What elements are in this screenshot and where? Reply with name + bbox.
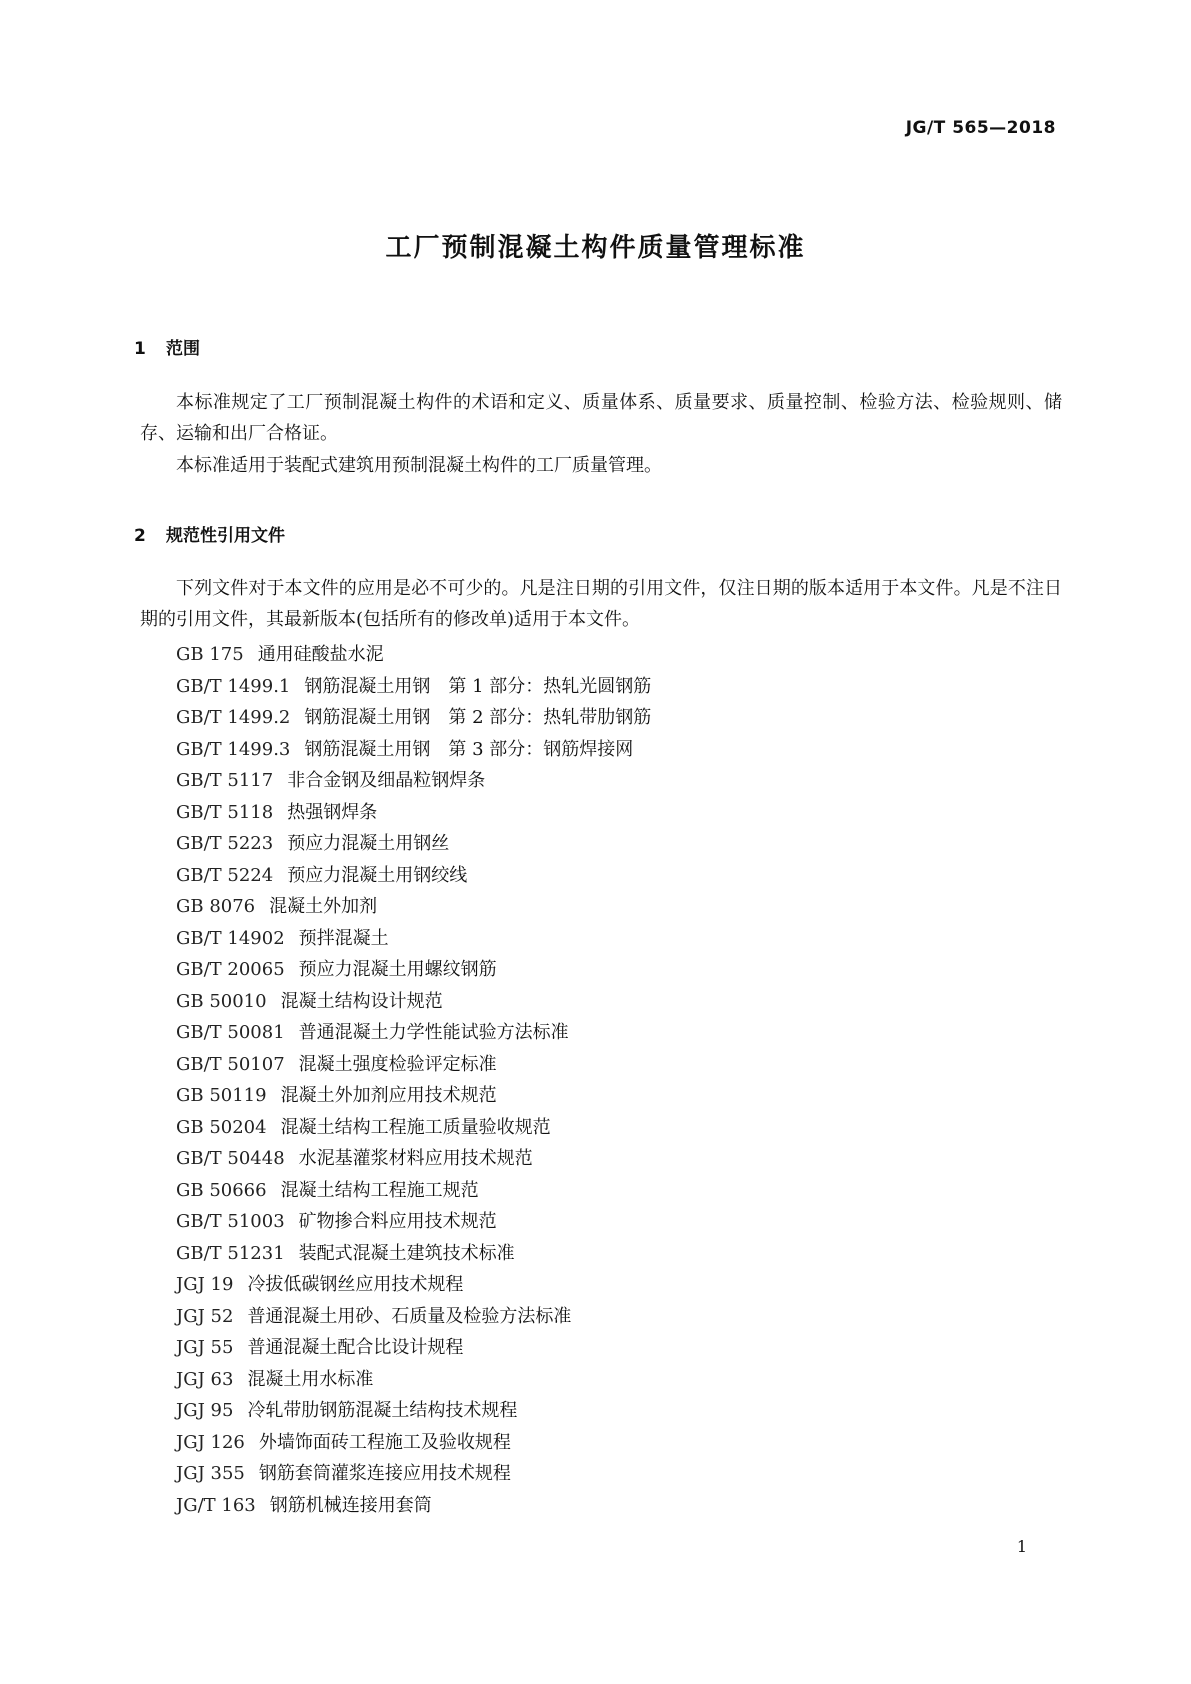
reference-title: 混凝土外加剂应用技术规范 xyxy=(280,1085,497,1106)
reference-item xyxy=(176,1427,651,1459)
reference-title: 预应力混凝土用钢丝 xyxy=(287,833,450,854)
reference-code: GB 50119 xyxy=(176,1085,267,1106)
reference-code: GB/T 1499.2 xyxy=(176,707,291,728)
references-intro-paragraph: 下列文件对于本文件的应用是必不可少的。凡是注日期的引用文件，仅注日期的版本适用于本文件。凡是不注日期的引用文件，其最新版本(包括所有的修改单)适用于本文件。 xyxy=(140,578,1062,630)
reference-item xyxy=(176,797,651,829)
section-number: 1 xyxy=(134,339,146,359)
reference-code: GB/T 1499.3 xyxy=(176,738,291,760)
section-title: 范围 xyxy=(166,339,200,359)
reference-code: JGJ 63 xyxy=(176,1368,234,1390)
reference-title: 预应力混凝土用螺纹钢筋 xyxy=(298,959,497,980)
reference-code: GB/T 5224 xyxy=(176,864,274,886)
reference-title: 普通混凝土配合比设计规程 xyxy=(247,1337,464,1358)
reference-code: GB/T 5223 xyxy=(176,833,274,854)
reference-code: GB/T 51003 xyxy=(176,1211,285,1232)
page-number: 1 xyxy=(1016,1537,1027,1556)
reference-item xyxy=(176,639,651,671)
reference-title: 非合金钢及细晶粒钢焊条 xyxy=(287,770,486,791)
reference-code: JGJ 355 xyxy=(176,1463,245,1484)
reference-title: 冷拔低碳钢丝应用技术规程 xyxy=(247,1274,464,1295)
reference-item xyxy=(176,1080,651,1112)
reference-item xyxy=(176,1143,651,1175)
reference-code: GB/T 1499.1 xyxy=(176,675,291,697)
reference-code: JGJ 95 xyxy=(176,1400,234,1421)
reference-title: 混凝土结构工程施工规范 xyxy=(280,1179,479,1201)
reference-code: GB/T 5118 xyxy=(176,801,274,823)
reference-code: GB 50204 xyxy=(176,1116,267,1138)
reference-title: 普通混凝土用砂、石质量及检验方法标准 xyxy=(247,1305,572,1327)
reference-code: JGJ 19 xyxy=(176,1274,234,1295)
reference-item xyxy=(176,1364,651,1396)
reference-code: GB/T 14902 xyxy=(176,927,285,949)
reference-item xyxy=(176,1175,651,1207)
reference-item xyxy=(176,1490,651,1522)
reference-item xyxy=(176,986,651,1018)
reference-item xyxy=(176,765,651,797)
reference-item xyxy=(176,1301,651,1333)
reference-title: 预应力混凝土用钢绞线 xyxy=(287,864,468,886)
reference-title: 冷轧带肋钢筋混凝土结构技术规程 xyxy=(247,1400,518,1421)
section-heading-scope xyxy=(134,334,200,359)
reference-item xyxy=(176,1206,651,1238)
reference-code: GB/T 50448 xyxy=(176,1148,285,1169)
reference-item xyxy=(176,954,651,986)
reference-title: 钢筋混凝土用钢 第 2 部分：热轧带肋钢筋 xyxy=(304,707,652,728)
reference-item xyxy=(176,828,651,860)
reference-code: JGJ 55 xyxy=(176,1337,234,1358)
reference-title: 钢筋机械连接用套筒 xyxy=(269,1494,432,1516)
reference-title: 混凝土外加剂 xyxy=(269,896,378,917)
reference-code: GB/T 50107 xyxy=(176,1053,285,1075)
reference-item xyxy=(176,1112,651,1144)
reference-title: 混凝土用水标准 xyxy=(247,1368,374,1390)
reference-code: GB 50666 xyxy=(176,1179,267,1201)
reference-title: 混凝土结构设计规范 xyxy=(280,990,443,1012)
reference-item xyxy=(176,671,651,703)
reference-code: GB 50010 xyxy=(176,990,267,1012)
reference-item xyxy=(176,1017,651,1049)
reference-item xyxy=(176,891,651,923)
reference-item xyxy=(176,1332,651,1364)
section-title: 规范性引用文件 xyxy=(166,526,285,546)
reference-title: 外墙饰面砖工程施工及验收规程 xyxy=(258,1431,511,1453)
reference-title: 预拌混凝土 xyxy=(298,927,389,949)
standard-code: JG/T 565—2018 xyxy=(905,118,1056,138)
reference-title: 混凝土结构工程施工质量验收规范 xyxy=(280,1116,551,1138)
reference-item xyxy=(176,1049,651,1081)
reference-code: GB/T 5117 xyxy=(176,770,274,791)
reference-code: GB/T 50081 xyxy=(176,1022,285,1043)
document-title: 工厂预制混凝土构件质量管理标准 xyxy=(385,233,806,263)
section-heading-normative-references xyxy=(134,521,285,546)
scope-paragraph-1: 本标准规定了工厂预制混凝土构件的术语和定义、质量体系、质量要求、质量控制、检验方法、检验规则、储存、运输和出厂合格证。 xyxy=(140,392,1062,444)
reference-title: 通用硅酸盐水泥 xyxy=(257,644,384,665)
reference-item xyxy=(176,1269,651,1301)
reference-code: GB 8076 xyxy=(176,896,256,917)
reference-code: GB/T 51231 xyxy=(176,1242,285,1264)
reference-title: 钢筋套筒灌浆连接应用技术规程 xyxy=(258,1463,511,1484)
reference-title: 钢筋混凝土用钢 第 1 部分：热轧光圆钢筋 xyxy=(304,675,652,697)
reference-code: JGJ 126 xyxy=(176,1431,245,1453)
section-number: 2 xyxy=(134,526,146,546)
reference-title: 普通混凝土力学性能试验方法标准 xyxy=(298,1022,569,1043)
reference-code: GB/T 20065 xyxy=(176,959,285,980)
reference-code: JG/T 163 xyxy=(176,1494,256,1516)
reference-item xyxy=(176,923,651,955)
reference-item xyxy=(176,860,651,892)
reference-title: 热强钢焊条 xyxy=(287,801,378,823)
reference-title: 装配式混凝土建筑技术标准 xyxy=(298,1242,515,1264)
reference-list xyxy=(176,639,651,1521)
reference-item xyxy=(176,1395,651,1427)
reference-code: GB 175 xyxy=(176,644,244,665)
scope-paragraph-2: 本标准适用于装配式建筑用预制混凝土构件的工厂质量管理。 xyxy=(176,455,662,476)
reference-title: 水泥基灌浆材料应用技术规范 xyxy=(298,1148,533,1169)
reference-item xyxy=(176,702,651,734)
reference-title: 混凝土强度检验评定标准 xyxy=(298,1053,497,1075)
reference-item xyxy=(176,734,651,766)
reference-code: JGJ 52 xyxy=(176,1305,234,1327)
reference-item xyxy=(176,1238,651,1270)
reference-item xyxy=(176,1458,651,1490)
reference-title: 钢筋混凝土用钢 第 3 部分：钢筋焊接网 xyxy=(304,738,634,760)
reference-title: 矿物掺合料应用技术规范 xyxy=(298,1211,497,1232)
